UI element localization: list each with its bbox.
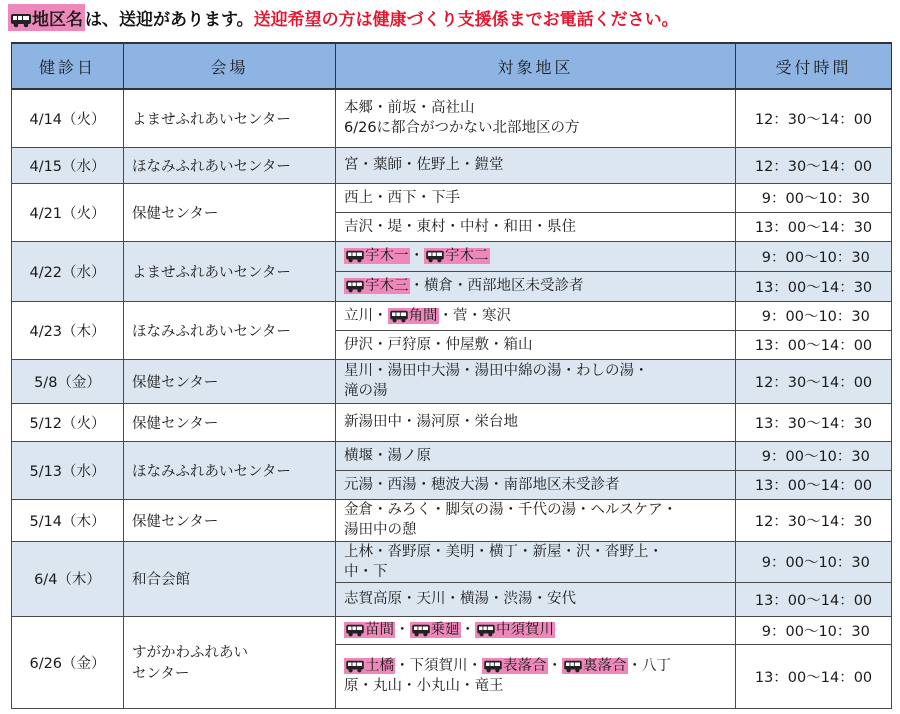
notice-highlight xyxy=(8,4,85,31)
reception-time: 13：00～14：30 xyxy=(736,212,892,241)
target-areas xyxy=(336,241,736,271)
area-name: 宇木一 xyxy=(365,248,409,264)
reception-time: 13：00～14：00 xyxy=(736,470,892,499)
area-name: 角間 xyxy=(408,307,438,324)
pickup-area xyxy=(482,658,548,674)
area-text: ・ xyxy=(395,622,410,638)
area-text: ・下須賀川・ xyxy=(395,658,482,674)
target-areas xyxy=(336,89,736,147)
target-areas xyxy=(336,470,736,499)
table-row xyxy=(12,541,892,582)
area-text: 本郷・前坂・高社山 xyxy=(344,100,475,117)
area-text: 星川・湯田中大湯・湯田中綿の湯・わしの湯・ xyxy=(344,363,649,379)
exam-date: 4/23（木） xyxy=(12,301,124,359)
area-text: 立川・ xyxy=(344,307,388,324)
notice-text: は、送迎があります。 xyxy=(85,9,254,30)
venue-name: ほなみふれあいセンター xyxy=(124,147,336,183)
exam-date: 4/22（水） xyxy=(12,241,124,301)
bus-icon xyxy=(345,623,365,637)
area-text: 元湯・西湯・穂波大湯・南部地区未受診者 xyxy=(344,476,620,493)
area-text: 新湯田中・湯河原・栄台地 xyxy=(344,414,518,430)
venue-name: ほなみふれあいセンター xyxy=(124,301,336,359)
area-name: 苗間 xyxy=(365,622,394,638)
venue-name: 保健センター xyxy=(124,359,336,403)
reception-time: 9：00～10：30 xyxy=(736,541,892,582)
notice-highlight-label: 地区名 xyxy=(32,9,83,30)
reception-time: 12：30～14：00 xyxy=(736,89,892,147)
target-areas xyxy=(336,183,736,212)
bus-icon xyxy=(345,279,365,293)
bus-icon xyxy=(476,623,496,637)
target-areas xyxy=(336,582,736,616)
area-text: ・ xyxy=(460,622,475,638)
pickup-area xyxy=(388,308,439,324)
pickup-area xyxy=(410,622,461,638)
reception-time: 9：00～10：30 xyxy=(736,441,892,470)
area-name: 宇木三 xyxy=(365,278,409,294)
target-areas xyxy=(336,616,736,644)
area-text: 宮・薬師・佐野上・鎧堂 xyxy=(344,157,504,173)
venue-name: ほなみふれあいセンター xyxy=(124,441,336,499)
area-text: 横堰・湯ノ原 xyxy=(344,447,431,464)
pickup-area xyxy=(344,248,410,264)
pickup-area xyxy=(344,278,410,294)
pickup-notice xyxy=(8,2,679,32)
target-areas xyxy=(336,301,736,330)
area-name: 土橋 xyxy=(365,658,394,674)
area-text: ・ xyxy=(547,658,562,674)
pickup-area xyxy=(424,248,490,264)
area-name: 宇木二 xyxy=(445,248,489,264)
schedule-table xyxy=(11,42,892,709)
header-date: 健診日 xyxy=(12,43,124,89)
area-text: 吉沢・堤・東村・中村・和田・県住 xyxy=(344,218,576,235)
exam-date: 6/4（木） xyxy=(12,541,124,616)
table-row xyxy=(12,147,892,183)
reception-time: 12：30～14：30 xyxy=(736,499,892,541)
venue-name: よませふれあいセンター xyxy=(124,89,336,147)
venue-name: 和合会館 xyxy=(124,541,336,616)
exam-date: 4/15（水） xyxy=(12,147,124,183)
bus-icon xyxy=(345,249,365,263)
pickup-area xyxy=(562,658,628,674)
table-row xyxy=(12,89,892,147)
table-row xyxy=(12,403,892,441)
target-areas xyxy=(336,541,736,582)
table-header-row xyxy=(12,43,892,89)
area-text: 西上・西下・下手 xyxy=(344,189,460,206)
area-text: 湯田中の憩 xyxy=(344,522,417,538)
bus-icon xyxy=(345,659,365,673)
venue-name: すがかわふれあい センター xyxy=(124,616,336,708)
target-areas xyxy=(336,403,736,441)
area-text: ・菅・寒沢 xyxy=(438,307,511,324)
table-row xyxy=(12,359,892,403)
header-areas: 対象地区 xyxy=(336,43,736,89)
pickup-area xyxy=(344,622,395,638)
reception-time: 13：00～14：00 xyxy=(736,644,892,708)
table-row xyxy=(12,616,892,644)
area-text: ・ xyxy=(409,248,424,264)
area-text: 中・下 xyxy=(344,563,388,580)
bus-icon xyxy=(411,623,431,637)
area-text: 金倉・みろく・脚気の湯・千代の湯・ヘルスケア・ xyxy=(344,502,678,518)
area-name: 乗廻 xyxy=(430,622,460,638)
reception-time: 9：00～10：30 xyxy=(736,301,892,330)
reception-time: 9：00～10：30 xyxy=(736,183,892,212)
reception-time: 12：30～14：00 xyxy=(736,359,892,403)
bus-icon xyxy=(483,659,503,673)
reception-time: 13：00～14：00 xyxy=(736,582,892,616)
notice-text-red: 送迎希望の方は健康づくり支援係までお電話ください。 xyxy=(253,9,679,30)
target-areas xyxy=(336,441,736,470)
reception-time: 13：00～14：30 xyxy=(736,271,892,301)
table-row xyxy=(12,301,892,330)
bus-icon xyxy=(425,249,445,263)
table-row xyxy=(12,441,892,470)
reception-time: 9：00～10：30 xyxy=(736,616,892,644)
area-text: 原・丸山・小丸山・竜王 xyxy=(344,678,504,694)
header-time: 受付時間 xyxy=(736,43,892,89)
exam-date: 5/12（火） xyxy=(12,403,124,441)
pickup-area xyxy=(344,658,395,674)
table-row xyxy=(12,499,892,541)
target-areas xyxy=(336,330,736,359)
bus-icon xyxy=(389,309,409,323)
target-areas xyxy=(336,212,736,241)
reception-time: 13：30～14：30 xyxy=(736,403,892,441)
area-text: ・八丁 xyxy=(627,658,671,674)
header-venue: 会場 xyxy=(124,43,336,89)
exam-date: 4/14（火） xyxy=(12,89,124,147)
area-text: 滝の湯 xyxy=(344,383,388,399)
table-row xyxy=(12,183,892,212)
exam-date: 5/13（水） xyxy=(12,441,124,499)
table-row xyxy=(12,241,892,271)
venue-name: 保健センター xyxy=(124,183,336,241)
target-areas xyxy=(336,644,736,708)
area-name: 中須賀川 xyxy=(496,622,554,638)
area-text: ・横倉・西部地区未受診者 xyxy=(409,278,584,294)
venue-name: 保健センター xyxy=(124,499,336,541)
exam-date: 4/21（火） xyxy=(12,183,124,241)
exam-date: 5/8（金） xyxy=(12,359,124,403)
reception-time: 9：00～10：30 xyxy=(736,241,892,271)
area-text: 志賀高原・天川・横湯・渋湯・安代 xyxy=(344,591,576,607)
area-text: 伊沢・戸狩原・仲屋敷・箱山 xyxy=(344,336,533,353)
target-areas xyxy=(336,499,736,541)
target-areas xyxy=(336,359,736,403)
target-areas xyxy=(336,271,736,301)
pickup-area xyxy=(475,622,555,638)
area-name: 裏落合 xyxy=(583,658,627,674)
exam-date: 5/14（木） xyxy=(12,499,124,541)
exam-date: 6/26（金） xyxy=(12,616,124,708)
area-name: 表落合 xyxy=(503,658,547,674)
reception-time: 13：00～14：00 xyxy=(736,330,892,359)
venue-name: よませふれあいセンター xyxy=(124,241,336,301)
reception-time: 12：30～14：00 xyxy=(736,147,892,183)
bus-icon xyxy=(563,659,583,673)
venue-name: 保健センター xyxy=(124,403,336,441)
area-text: 上林・沓野原・美明・横丁・新屋・沢・沓野上・ xyxy=(344,543,663,560)
bus-icon xyxy=(10,12,32,28)
target-areas xyxy=(336,147,736,183)
area-text: 6/26に都合がつかない北部地区の方 xyxy=(344,120,580,137)
schedule-body xyxy=(12,89,892,708)
